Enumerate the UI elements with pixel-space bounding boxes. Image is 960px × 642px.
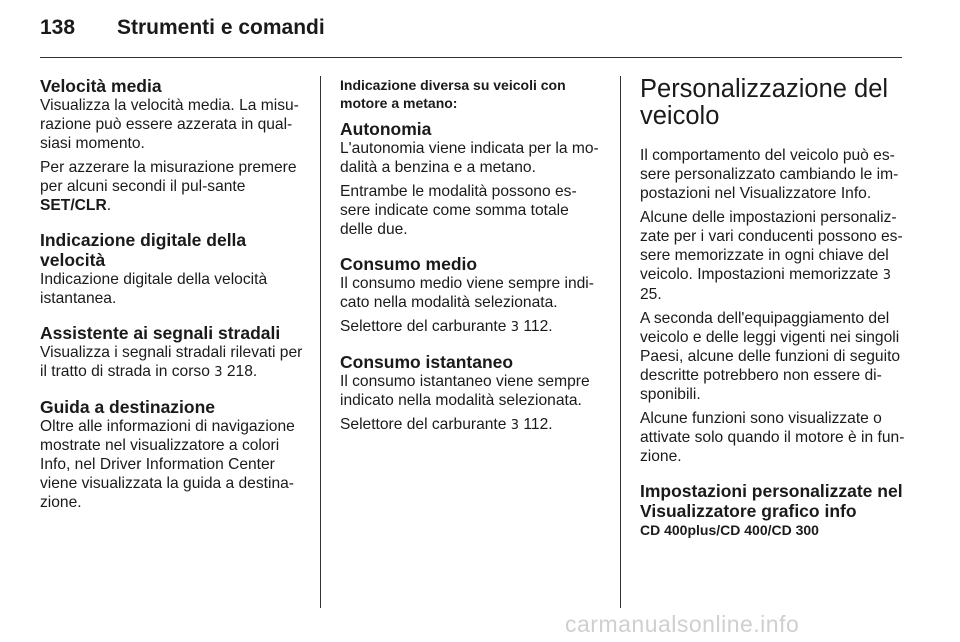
page-reference-icon: 3 <box>510 320 520 335</box>
section-heading: Indicazione digitale della velocità <box>40 230 247 270</box>
paragraph: L'autonomia viene indicata per la mo-dalità a benzina e a metano. <box>340 140 599 176</box>
page-title: Strumenti e comandi <box>117 16 325 39</box>
paragraph: Selettore del carburante 3 112. <box>340 318 553 335</box>
paragraph: Il consumo medio viene sempre indi-cato nella modalità selezionata. <box>340 275 594 311</box>
page-number: 138 <box>40 16 76 39</box>
watermark: carmanualsonline.info <box>565 611 800 637</box>
paragraph: A seconda dell'equipaggiamento del veicolo e delle leggi vigenti nei singoli Paesi, alcune delle funzioni di seguito descritte potrebbero non essere di-sponibili. <box>640 310 901 403</box>
column-divider <box>620 76 621 608</box>
page-header <box>40 16 920 60</box>
button-name: SET/CLR <box>40 197 107 214</box>
paragraph: Visualizza la velocità media. La misu-razione può essere azzerata in qual-siasi momento. <box>40 97 299 152</box>
paragraph: Alcune funzioni sono visualizzate o attivate solo quando il motore è in fun-zione. <box>640 410 905 465</box>
page-reference[interactable]: 112 <box>523 318 549 335</box>
page-reference[interactable]: 25 <box>640 286 658 303</box>
paragraph: Il comportamento del veicolo può es-sere personalizzato cambiando le im-postazioni nel Visualizzatore Info. <box>640 147 899 202</box>
column-left <box>40 76 305 517</box>
page-reference-icon: 3 <box>882 268 891 283</box>
paragraph: Per azzerare la misurazione premere per alcuni secondi il pul-sante SET/CLR. <box>40 159 297 214</box>
paragraph: Alcune delle impostazioni personaliz-zate per i vari conducenti possono es-sere memorizzate in ogni chiave del veicolo. Impostazioni memorizzate 3 25. <box>640 209 903 303</box>
page-reference[interactable]: 218 <box>226 363 253 380</box>
paragraph: Oltre alle informazioni di navigazione mostrate nel visualizzatore a colori Info, nel Driver Information Center viene visualizzata la guida a destina-zione. <box>40 418 295 511</box>
paragraph: Selettore del carburante 3 112. <box>340 416 553 433</box>
page-reference-icon: 3 <box>510 418 520 433</box>
section-heading: Consumo medio <box>340 254 478 274</box>
intro-note: Indicazione diversa su veicoli con motore a metano: <box>340 77 566 111</box>
paragraph: Il consumo istantaneo viene sempre indicato nella modalità selezionata. <box>340 373 590 409</box>
paragraph: Entrambe le modalità possono es-sere indicate come somma totale delle due. <box>340 183 577 238</box>
section-heading: Assistente ai segnali stradali <box>40 323 281 343</box>
column-divider <box>320 76 321 608</box>
paragraph: Visualizza i segnali stradali rilevati per il tratto di strada in corso 3 218. <box>40 344 303 380</box>
section-heading: Guida a destinazione <box>40 397 216 417</box>
section-heading: Consumo istantaneo <box>340 352 514 372</box>
column-middle <box>340 76 603 440</box>
section-heading: Autonomia <box>340 119 432 139</box>
column-right <box>640 76 905 546</box>
page-reference[interactable]: 112 <box>523 416 549 433</box>
chapter-heading: Personalizzazione del veicolo <box>640 75 889 130</box>
subheading: CD 400plus/CD 400/CD 300 <box>640 522 819 538</box>
section-heading: Velocità media <box>40 76 162 96</box>
header-divider <box>40 57 902 58</box>
section-heading: Impostazioni personalizzate nel Visualizzatore grafico info <box>640 481 903 521</box>
page-reference-icon: 3 <box>214 365 223 380</box>
paragraph: Indicazione digitale della velocità istantanea. <box>40 271 268 307</box>
